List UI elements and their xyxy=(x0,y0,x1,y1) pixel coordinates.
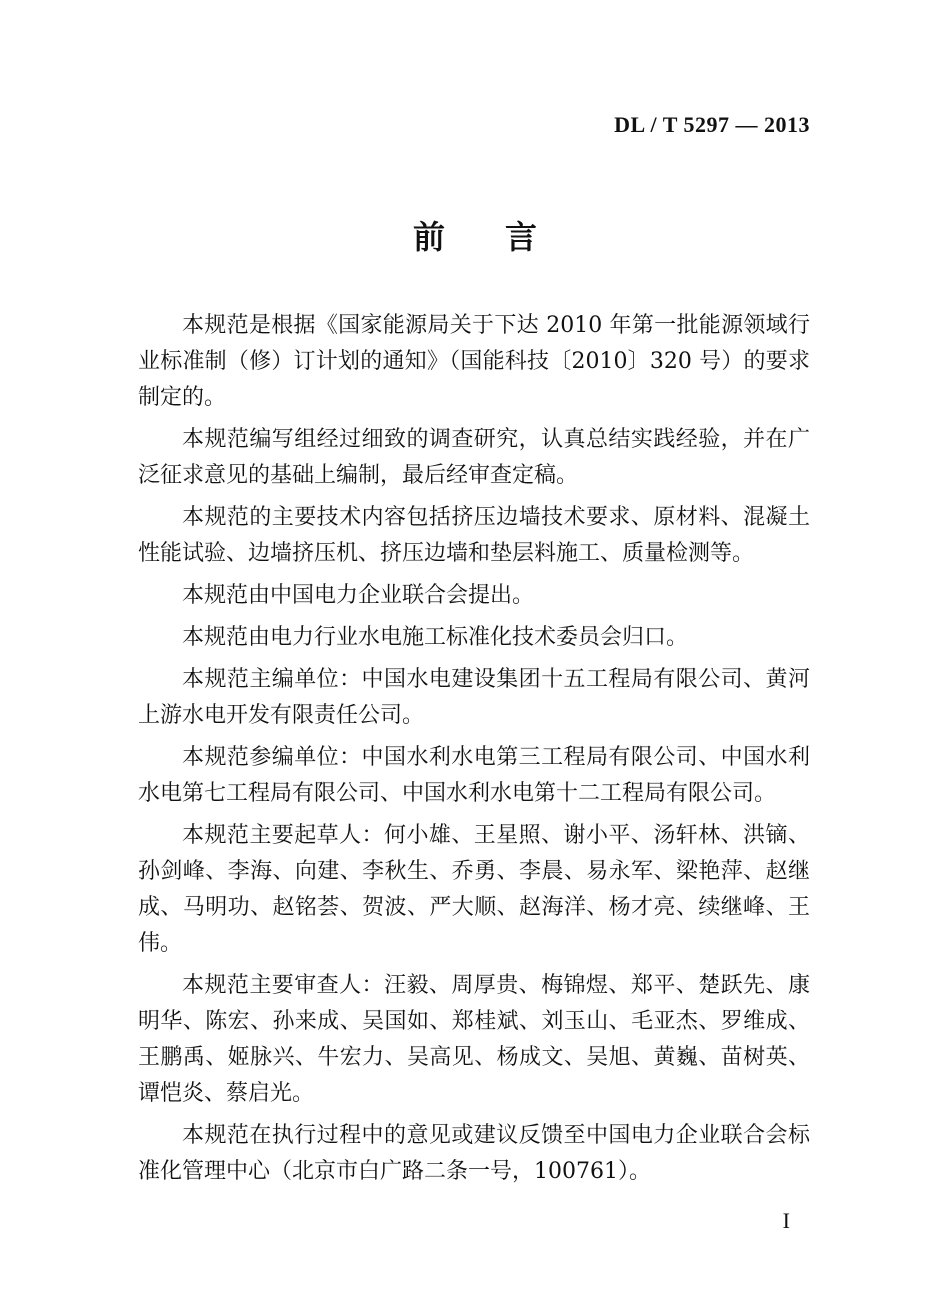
paragraph-feedback: 本规范在执行过程中的意见或建议反馈至中国电力企业联合会标准化管理中心（北京市白广路二条一号，100761）。 xyxy=(138,1123,810,1184)
standard-code: DL / T 5297 — 2013 xyxy=(614,112,810,137)
paragraph-drafters: 本规范主要起草人：何小雄、王星照、谢小平、汤轩林、洪镝、孙剑峰、李海、向建、李秋生、乔勇、李晨、易永军、梁艳萍、赵继成、马明功、赵铭荟、贺波、严大顺、赵海洋、杨才亮、续继峰、王伟。 xyxy=(138,823,810,956)
paragraph-chief-units: 本规范主编单位：中国水电建设集团十五工程局有限公司、黄河上游水电开发有限责任公司。 xyxy=(138,667,810,728)
paragraph-basis: 本规范是根据《国家能源局关于下达 2010 年第一批能源领域行业标准制（修）订计划的通知》（国能科技〔2010〕320 号）的要求制定的。 xyxy=(138,313,810,410)
paragraph-compilation: 本规范编写组经过细致的调查研究，认真总结实践经验，并在广泛征求意见的基础上编制，最后经审查定稿。 xyxy=(138,427,810,488)
page-title: 前言 xyxy=(412,218,597,256)
preface-body xyxy=(138,308,810,1196)
page-number: I xyxy=(782,1208,790,1233)
paragraph-participating-units: 本规范参编单位：中国水利水电第三工程局有限公司、中国水利水电第七工程局有限公司、中国水利水电第十二工程局有限公司。 xyxy=(138,745,810,806)
paragraph-proposer: 本规范由中国电力企业联合会提出。 xyxy=(182,583,535,608)
paragraph-administrator: 本规范由电力行业水电施工标准化技术委员会归口。 xyxy=(182,625,689,650)
paragraph-content: 本规范的主要技术内容包括挤压边墙技术要求、原材料、混凝土性能试验、边墙挤压机、挤压边墙和垫层料施工、质量检测等。 xyxy=(138,505,810,566)
paragraph-reviewers: 本规范主要审查人：汪毅、周厚贵、梅锦煜、郑平、楚跃先、康明华、陈宏、孙来成、吴国如、郑桂斌、刘玉山、毛亚杰、罗维成、王鹏禹、姬脉兴、牛宏力、吴高见、杨成文、吴旭、黄巍、苗树英、谭恺炎、蔡启光。 xyxy=(138,973,810,1106)
